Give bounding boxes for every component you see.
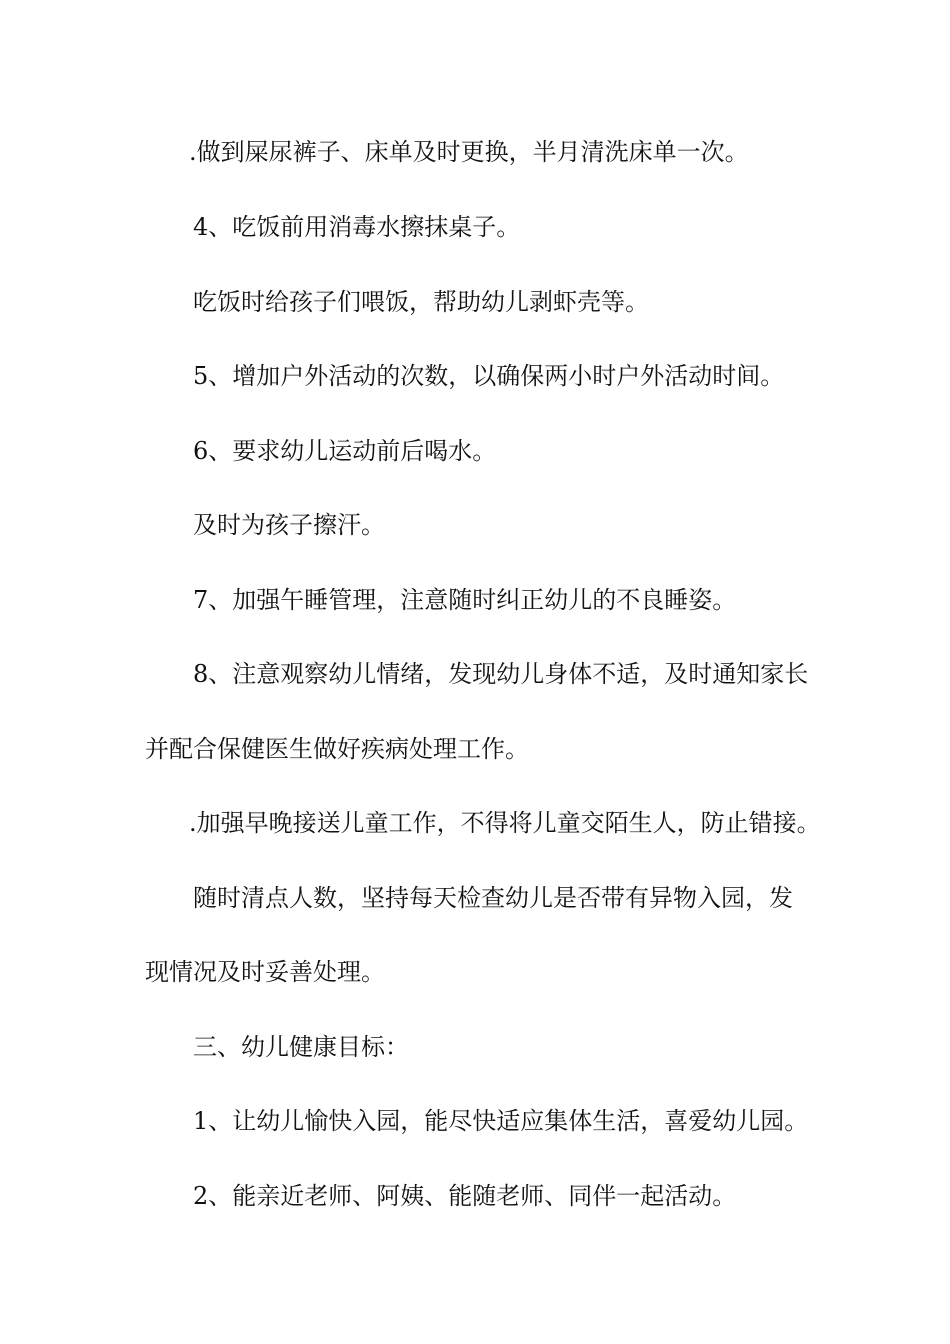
text-line: 及时为孩子擦汗。 (193, 511, 385, 539)
text-line: .加强早晚接送儿童工作，不得将儿童交陌生人，防止错接。 (189, 809, 821, 837)
text-line: 4、吃饭前用消毒水擦抹桌子。 (193, 213, 521, 241)
text-line: 吃饭时给孩子们喂饭，帮助幼儿剥虾壳等。 (193, 288, 649, 316)
text-line: 8、注意观察幼儿情绪，发现幼儿身体不适，及时通知家长 (193, 660, 809, 688)
text-line: 随时清点人数，坚持每天检查幼儿是否带有异物入园，发 (193, 884, 793, 912)
text-line: 现情况及时妥善处理。 (145, 958, 385, 986)
text-line: 7、加强午睡管理，注意随时纠正幼儿的不良睡姿。 (193, 586, 737, 614)
text-line: 5、增加户外活动的次数，以确保两小时户外活动时间。 (193, 362, 785, 390)
text-line: 2、能亲近老师、阿姨、能随老师、同伴一起活动。 (193, 1182, 737, 1210)
text-line: 6、要求幼儿运动前后喝水。 (193, 437, 497, 465)
text-line: 并配合保健医生做好疾病处理工作。 (145, 735, 529, 763)
section-heading: 三、幼儿健康目标： (193, 1033, 409, 1061)
text-line: 1、让幼儿愉快入园，能尽快适应集体生活，喜爱幼儿园。 (193, 1107, 809, 1135)
text-line: .做到屎尿裤子、床单及时更换，半月清洗床单一次。 (189, 138, 749, 166)
